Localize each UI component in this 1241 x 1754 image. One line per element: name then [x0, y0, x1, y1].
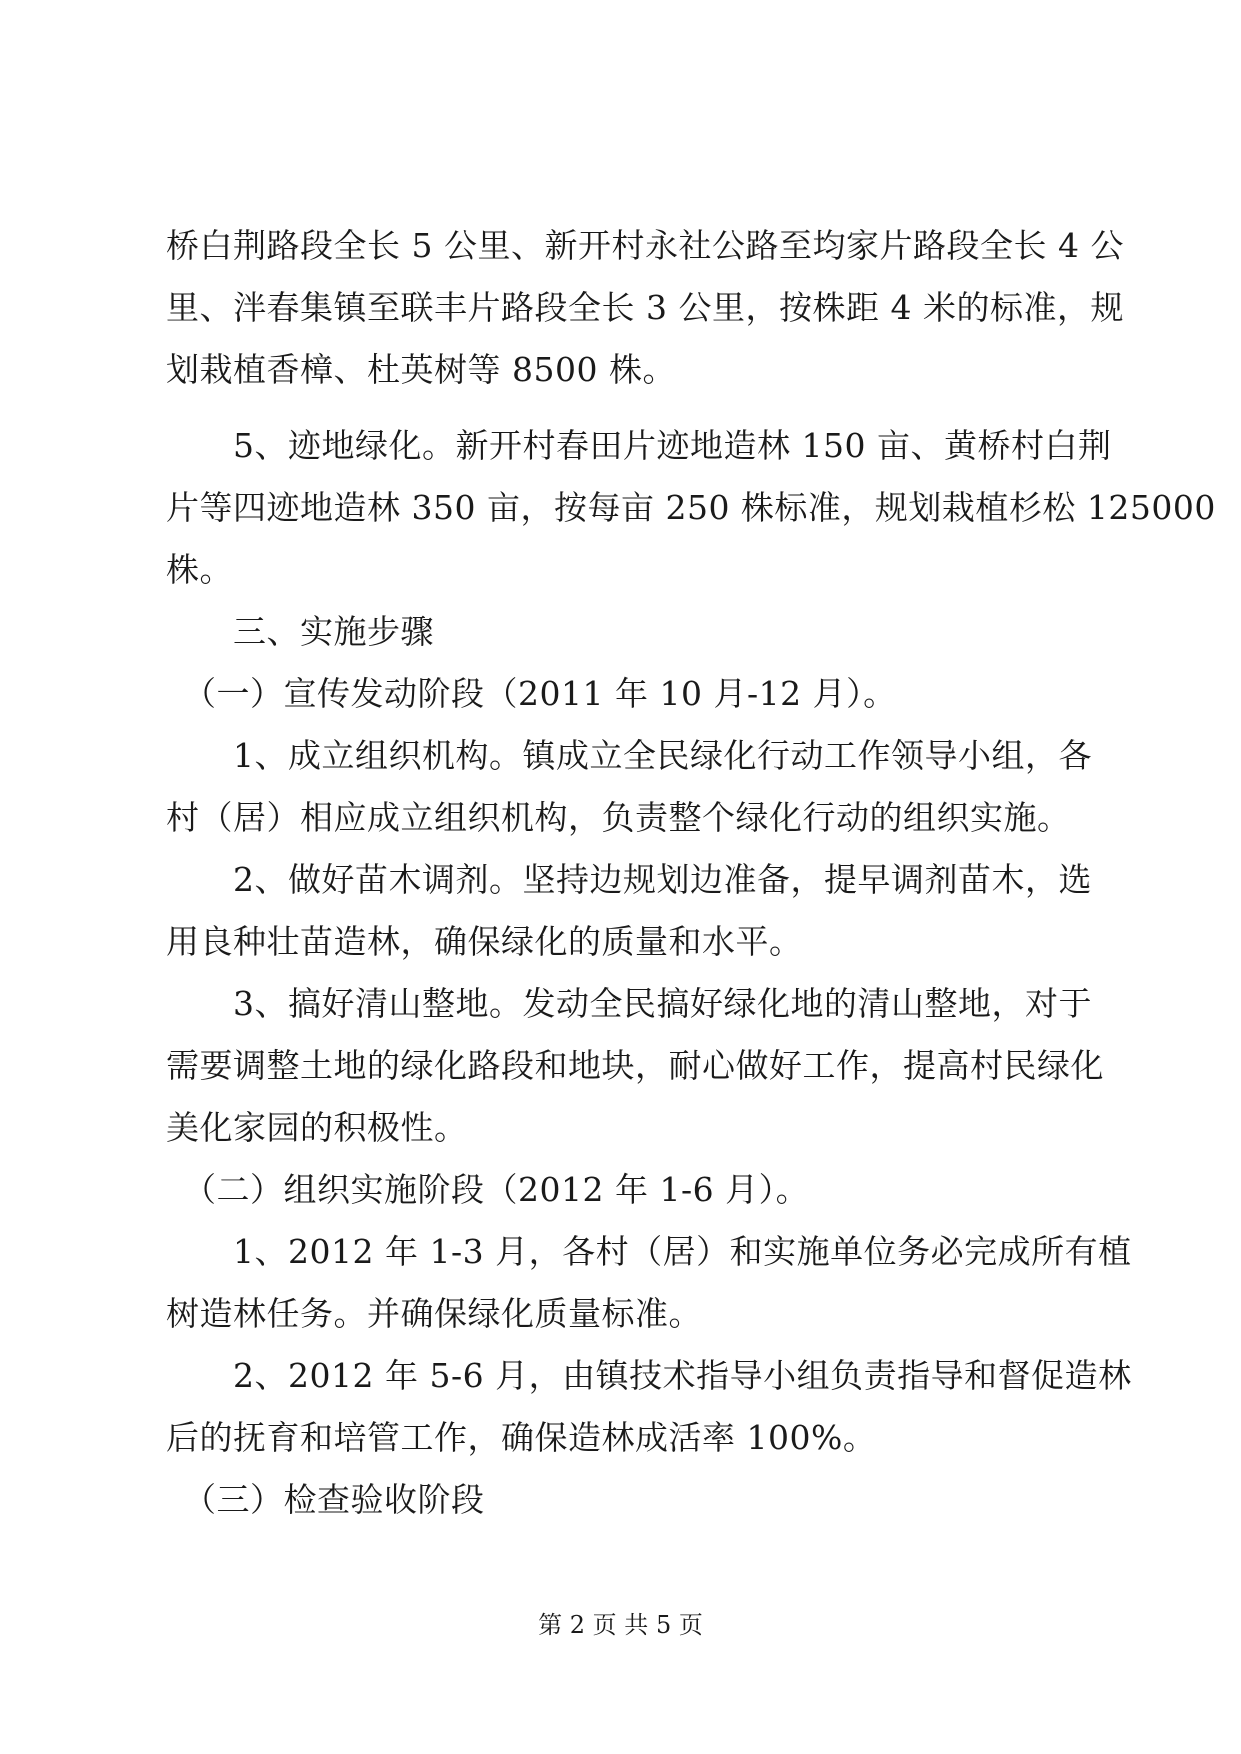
page-number-footer: 第 2 页 共 5 页: [538, 1611, 703, 1639]
text-line: 美化家园的积极性。: [166, 1108, 468, 1147]
text-line: 村（居）相应成立组织机构，负责整个绿化行动的组织实施。: [166, 798, 1071, 837]
text-line: 树造林任务。并确保绿化质量标准。: [166, 1294, 702, 1333]
section-heading: 三、实施步骤: [166, 612, 434, 651]
text-line: 3、搞好清山整地。发动全民搞好绿化地的清山整地，对于: [166, 984, 1092, 1023]
text-line: 需要调整土地的绿化路段和地块，耐心做好工作，提高村民绿化: [166, 1046, 1104, 1085]
text-line: 株。: [166, 550, 233, 589]
text-line: 里、泮春集镇至联丰片路段全长 3 公里，按株距 4 米的标准，规: [166, 288, 1124, 327]
text-line: 用良种壮苗造林，确保绿化的质量和水平。: [166, 922, 803, 961]
text-line: 2、做好苗木调剂。坚持边规划边准备，提早调剂苗木，选: [166, 860, 1092, 899]
subsection-heading: （二）组织实施阶段（2012 年 1-6 月）。: [166, 1170, 810, 1209]
text-line: 2、2012 年 5-6 月，由镇技术指导小组负责指导和督促造林: [166, 1356, 1132, 1395]
text-line: 5、迹地绿化。新开村春田片迹地造林 150 亩、黄桥村白荆: [166, 426, 1112, 465]
text-line: 片等四迹地造林 350 亩，按每亩 250 株标准，规划栽植杉松 125000: [166, 488, 1216, 527]
subsection-heading: （三）检查验收阶段: [166, 1480, 485, 1519]
text-line: 1、2012 年 1-3 月，各村（居）和实施单位务必完成所有植: [166, 1232, 1132, 1271]
text-line: 桥白荆路段全长 5 公里、新开村永社公路至均家片路段全长 4 公: [166, 226, 1124, 265]
text-line: 划栽植香樟、杜英树等 8500 株。: [166, 350, 676, 389]
subsection-heading: （一）宣传发动阶段（2011 年 10 月-12 月）。: [166, 674, 897, 713]
text-line: 后的抚育和培管工作，确保造林成活率 100%。: [166, 1418, 877, 1457]
text-line: 1、成立组织机构。镇成立全民绿化行动工作领导小组，各: [166, 736, 1092, 775]
